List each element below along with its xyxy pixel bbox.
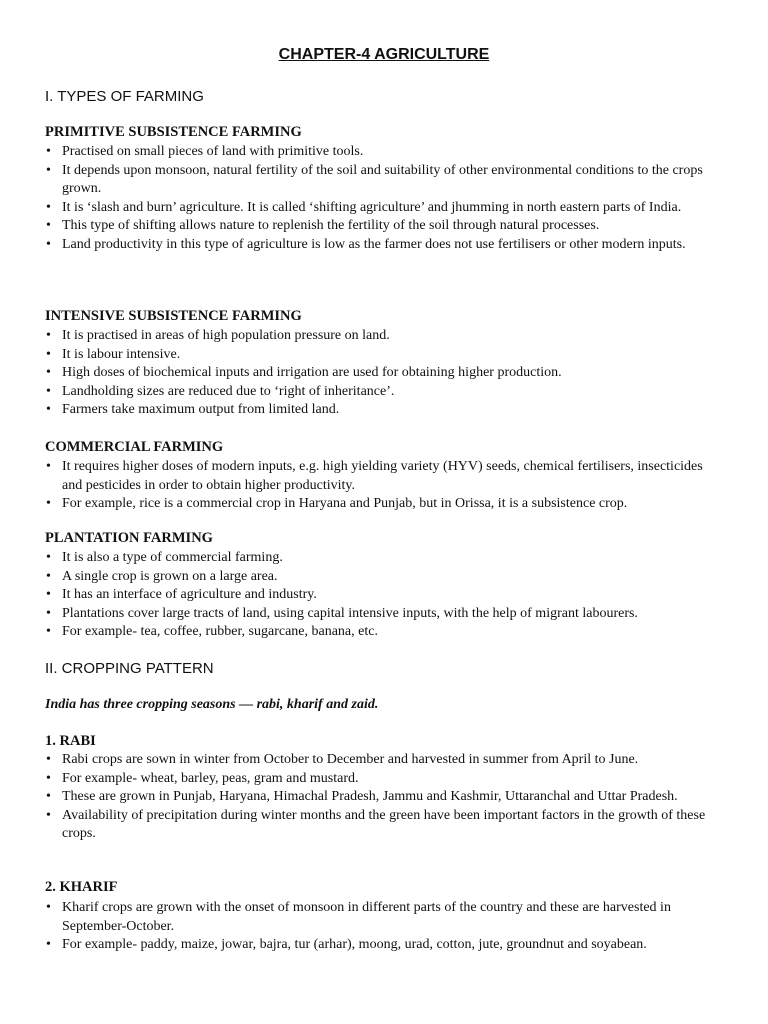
section-heading-cropping-pattern: II. CROPPING PATTERN <box>45 660 214 677</box>
list-item: • For example- paddy, maize, jowar, bajra, tur (arhar), moong, urad, cotton, jute, groundnut and soyabean. <box>45 936 725 955</box>
primitive-farming-list <box>45 143 725 254</box>
list-item: • It is labour intensive. <box>45 346 725 365</box>
commercial-farming-list <box>45 458 725 514</box>
list-item: • These are grown in Punjab, Haryana, Himachal Pradesh, Jammu and Kashmir, Uttaranchal and Uttar Pradesh. <box>45 788 725 807</box>
kharif-list <box>45 899 725 955</box>
subheading-intensive-subsistence: INTENSIVE SUBSISTENCE FARMING <box>45 308 302 324</box>
chapter-title: CHAPTER-4 AGRICULTURE <box>278 46 490 63</box>
list-item: • Landholding sizes are reduced due to ‘right of inheritance’. <box>45 383 725 402</box>
list-item: • Availability of precipitation during winter months and the green have been important factors in the growth of these crops. <box>45 807 725 844</box>
section-heading-types-of-farming: I. TYPES OF FARMING <box>45 88 204 105</box>
intensive-farming-list <box>45 327 725 420</box>
list-item: • For example- wheat, barley, peas, gram and mustard. <box>45 770 725 789</box>
list-item: • It is ‘slash and burn’ agriculture. It is called ‘shifting agriculture’ and jhumming in north eastern parts of India. <box>45 199 725 218</box>
subheading-primitive-subsistence: PRIMITIVE SUBSISTENCE FARMING <box>45 124 302 140</box>
list-item: • It has an interface of agriculture and industry. <box>45 586 725 605</box>
list-item: • This type of shifting allows nature to replenish the fertility of the soil through natural processes. <box>45 217 725 236</box>
list-item: • For example, rice is a commercial crop in Haryana and Punjab, but in Orissa, it is a subsistence crop. <box>45 495 725 514</box>
list-item: • It is also a type of commercial farming. <box>45 549 725 568</box>
list-item: • It depends upon monsoon, natural fertility of the soil and suitability of other environmental conditions to the crops grown. <box>45 162 725 199</box>
subheading-kharif: 2. KHARIF <box>45 879 118 895</box>
list-item: • Plantations cover large tracts of land, using capital intensive inputs, with the help of migrant labourers. <box>45 605 725 624</box>
subheading-commercial-farming: COMMERCIAL FARMING <box>45 439 224 455</box>
cropping-seasons-intro: India has three cropping seasons — rabi, kharif and zaid. <box>45 697 379 712</box>
subheading-plantation-farming: PLANTATION FARMING <box>45 530 213 546</box>
list-item: • A single crop is grown on a large area. <box>45 568 725 587</box>
list-item: • High doses of biochemical inputs and irrigation are used for obtaining higher production. <box>45 364 725 383</box>
subheading-rabi: 1. RABI <box>45 733 96 749</box>
list-item: • It is practised in areas of high population pressure on land. <box>45 327 725 346</box>
list-item: • Land productivity in this type of agriculture is low as the farmer does not use fertilisers or other modern inputs. <box>45 236 725 255</box>
rabi-list <box>45 751 725 844</box>
list-item: • It requires higher doses of modern inputs, e.g. high yielding variety (HYV) seeds, chemical fertilisers, insecticides and pesticides in order to obtain higher productivity. <box>45 458 725 495</box>
list-item: • Farmers take maximum output from limited land. <box>45 401 725 420</box>
list-item: • For example- tea, coffee, rubber, sugarcane, banana, etc. <box>45 623 725 642</box>
list-item: • Rabi crops are sown in winter from October to December and harvested in summer from April to June. <box>45 751 725 770</box>
list-item: • Practised on small pieces of land with primitive tools. <box>45 143 725 162</box>
plantation-farming-list <box>45 549 725 642</box>
list-item: • Kharif crops are grown with the onset of monsoon in different parts of the country and these are harvested in September-October. <box>45 899 725 936</box>
